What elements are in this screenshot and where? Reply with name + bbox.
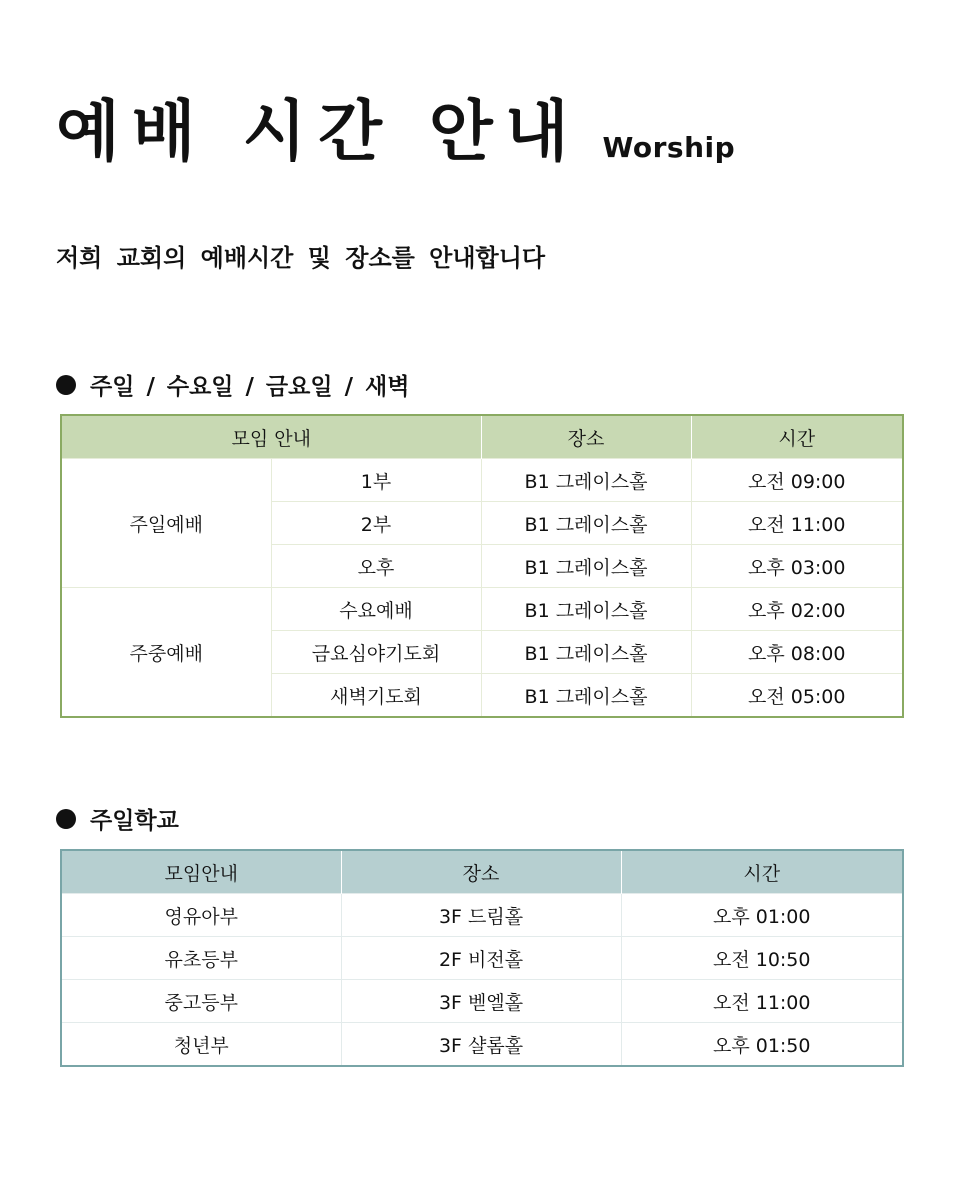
place-cell: B1 그레이스홀 (481, 674, 691, 718)
page-title: 예배 시간 안내 (56, 93, 581, 170)
table-row (61, 459, 903, 502)
column-header: 시간 (621, 850, 903, 894)
column-header: 장소 (481, 415, 691, 459)
bullet-icon (56, 375, 76, 395)
meeting-cell: 수요예배 (271, 588, 481, 631)
group-name-cell: 주중예배 (61, 588, 271, 718)
place-cell: B1 그레이스홀 (481, 588, 691, 631)
worship-schedule-table (60, 414, 904, 718)
place-cell: B1 그레이스홀 (481, 502, 691, 545)
meeting-cell: 새벽기도회 (271, 674, 481, 718)
time-cell: 오전 05:00 (691, 674, 903, 718)
table-header-row (61, 850, 903, 894)
column-header: 모임 안내 (61, 415, 481, 459)
table-row (61, 588, 903, 631)
meeting-cell: 오후 (271, 545, 481, 588)
department-cell: 영유아부 (61, 894, 341, 937)
time-cell: 오후 08:00 (691, 631, 903, 674)
table-row (61, 937, 903, 980)
place-cell: 3F 벧엘홀 (341, 980, 621, 1023)
section-heading-worship (56, 368, 409, 401)
place-cell: 3F 샬롬홀 (341, 1023, 621, 1067)
section-heading-sunday-school (56, 802, 179, 835)
table-row (61, 894, 903, 937)
column-header: 모임안내 (61, 850, 341, 894)
time-cell: 오후 02:00 (691, 588, 903, 631)
place-cell: 3F 드림홀 (341, 894, 621, 937)
meeting-cell: 1부 (271, 459, 481, 502)
place-cell: B1 그레이스홀 (481, 545, 691, 588)
page-title-row (56, 92, 735, 172)
page-subtitle: 저희 교회의 예배시간 및 장소를 안내합니다 (56, 244, 546, 272)
page-title-english: Worship (602, 131, 736, 164)
sunday-school-table (60, 849, 904, 1067)
place-cell: B1 그레이스홀 (481, 631, 691, 674)
group-name-cell: 주일예배 (61, 459, 271, 588)
time-cell: 오후 01:00 (621, 894, 903, 937)
table-row (61, 1023, 903, 1067)
table-row (61, 980, 903, 1023)
time-cell: 오후 01:50 (621, 1023, 903, 1067)
meeting-cell: 2부 (271, 502, 481, 545)
time-cell: 오전 11:00 (691, 502, 903, 545)
table-header-row (61, 415, 903, 459)
place-cell: B1 그레이스홀 (481, 459, 691, 502)
column-header: 시간 (691, 415, 903, 459)
time-cell: 오전 11:00 (621, 980, 903, 1023)
section-heading-text: 주일학교 (90, 808, 179, 834)
department-cell: 청년부 (61, 1023, 341, 1067)
place-cell: 2F 비전홀 (341, 937, 621, 980)
bullet-icon (56, 809, 76, 829)
meeting-cell: 금요심야기도회 (271, 631, 481, 674)
section-heading-text: 주일 / 수요일 / 금요일 / 새벽 (90, 374, 410, 400)
column-header: 장소 (341, 850, 621, 894)
time-cell: 오후 03:00 (691, 545, 903, 588)
time-cell: 오전 10:50 (621, 937, 903, 980)
time-cell: 오전 09:00 (691, 459, 903, 502)
department-cell: 유초등부 (61, 937, 341, 980)
department-cell: 중고등부 (61, 980, 341, 1023)
